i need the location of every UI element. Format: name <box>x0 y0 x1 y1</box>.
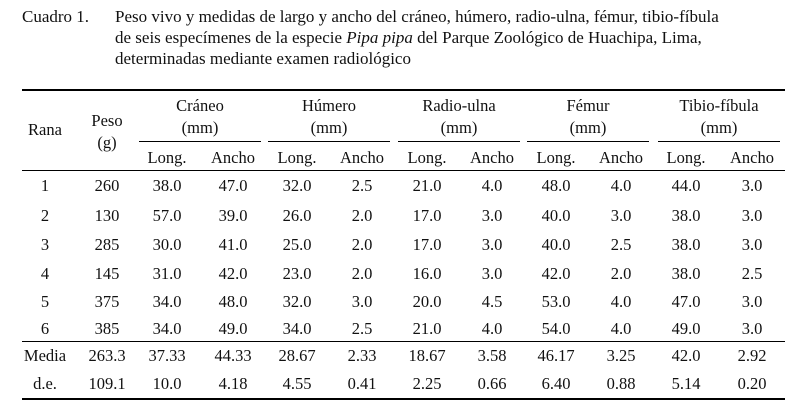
header-group-unit: (mm) <box>310 118 348 137</box>
table-caption-number: Cuadro 1. <box>22 7 90 26</box>
header-sub-ancho: Ancho <box>211 148 255 167</box>
table-cell: 2.0 <box>351 206 373 225</box>
rana-id: 1 <box>40 176 50 195</box>
table-cell: 38.0 <box>671 206 701 225</box>
table-cell: 2.5 <box>741 264 763 283</box>
summary-cell: 18.67 <box>408 346 446 365</box>
header-peso-unit: (g) <box>97 133 117 152</box>
summary-cell: 10.0 <box>152 374 182 393</box>
header-sub-long: Long. <box>666 148 706 167</box>
header-peso: Peso <box>91 111 123 130</box>
header-sub-ancho: Ancho <box>470 148 514 167</box>
table-cell: 4.0 <box>481 319 503 338</box>
group-underline <box>658 141 780 142</box>
table-cell: 3.0 <box>741 235 763 254</box>
caption-line-2-start: de seis especímenes de la especie <box>115 28 347 47</box>
summary-cell: 2.92 <box>737 346 767 365</box>
table-cell: 26.0 <box>282 206 312 225</box>
summary-cell: 3.25 <box>606 346 636 365</box>
summary-cell: 44.33 <box>214 346 252 365</box>
header-sub-ancho: Ancho <box>730 148 774 167</box>
table-cell: 34.0 <box>152 319 182 338</box>
de-label: d.e. <box>33 374 57 393</box>
summary-cell: 4.18 <box>218 374 248 393</box>
header-sub-long: Long. <box>407 148 447 167</box>
table-cell: 4.0 <box>610 176 632 195</box>
table-cell: 260 <box>94 176 120 195</box>
summary-cell: 0.41 <box>347 374 377 393</box>
table-cell: 41.0 <box>218 235 248 254</box>
table-cell: 48.0 <box>541 176 571 195</box>
table-cell: 20.0 <box>412 292 442 311</box>
rana-id: 5 <box>40 292 50 311</box>
summary-cell: 2.25 <box>412 374 442 393</box>
table-cell: 32.0 <box>282 292 312 311</box>
table-cell: 2.0 <box>610 264 632 283</box>
summary-cell: 28.67 <box>278 346 316 365</box>
header-group-unit: (mm) <box>569 118 607 137</box>
header-group-name: Fémur <box>566 96 610 115</box>
table-cell: 23.0 <box>282 264 312 283</box>
table-cell: 38.0 <box>671 264 701 283</box>
table-cell: 38.0 <box>152 176 182 195</box>
table-cell: 25.0 <box>282 235 312 254</box>
table-cell: 54.0 <box>541 319 571 338</box>
group-underline <box>268 141 390 142</box>
header-sub-ancho: Ancho <box>599 148 643 167</box>
table-cell: 3.0 <box>741 319 763 338</box>
summary-cell: 6.40 <box>541 374 571 393</box>
table-cell: 17.0 <box>412 235 442 254</box>
caption-line-2-end: del Parque Zoológico de Huachipa, Lima, <box>412 28 702 47</box>
summary-cell: 109.1 <box>88 374 126 393</box>
table-cell: 47.0 <box>671 292 701 311</box>
header-sub-ancho: Ancho <box>340 148 384 167</box>
table-cell: 2.5 <box>610 235 632 254</box>
table-cell: 21.0 <box>412 319 442 338</box>
table-cell: 145 <box>94 264 120 283</box>
table-bottom-rule <box>22 398 785 400</box>
table-cell: 34.0 <box>152 292 182 311</box>
header-sub-long: Long. <box>277 148 317 167</box>
table-cell: 375 <box>94 292 120 311</box>
rana-id: 4 <box>40 264 50 283</box>
header-bottom-rule <box>22 170 785 171</box>
summary-cell: 0.88 <box>606 374 636 393</box>
table-cell: 3.0 <box>741 176 763 195</box>
summary-cell: 42.0 <box>671 346 701 365</box>
header-group-unit: (mm) <box>700 118 738 137</box>
table-cell: 16.0 <box>412 264 442 283</box>
rana-id: 3 <box>40 235 50 254</box>
table-cell: 40.0 <box>541 206 571 225</box>
group-underline <box>398 141 520 142</box>
rana-id: 6 <box>40 319 50 338</box>
table-cell: 3.0 <box>351 292 373 311</box>
summary-cell: 46.17 <box>537 346 575 365</box>
media-label: Media <box>23 346 67 365</box>
table-top-rule <box>22 89 785 91</box>
header-sub-long: Long. <box>147 148 187 167</box>
species-name: Pipa pipa <box>346 28 413 47</box>
table-cell: 49.0 <box>218 319 248 338</box>
summary-cell: 2.33 <box>347 346 377 365</box>
table-cell: 285 <box>94 235 120 254</box>
header-rana: Rana <box>28 120 62 139</box>
header-group-name: Radio-ulna <box>422 96 496 115</box>
table-cell: 42.0 <box>218 264 248 283</box>
table-cell: 17.0 <box>412 206 442 225</box>
table-cell: 3.0 <box>481 264 503 283</box>
table-cell: 130 <box>94 206 120 225</box>
table-cell: 2.0 <box>351 235 373 254</box>
table-cell: 4.5 <box>481 292 503 311</box>
summary-cell: 263.3 <box>88 346 126 365</box>
summary-rule <box>22 341 785 342</box>
group-underline <box>139 141 261 142</box>
table-cell: 53.0 <box>541 292 571 311</box>
table-cell: 47.0 <box>218 176 248 195</box>
summary-cell: 0.66 <box>477 374 507 393</box>
table-cell: 39.0 <box>218 206 248 225</box>
table-cell: 32.0 <box>282 176 312 195</box>
table-cell: 34.0 <box>282 319 312 338</box>
table-cell: 38.0 <box>671 235 701 254</box>
table-cell: 57.0 <box>152 206 182 225</box>
header-group-unit: (mm) <box>181 118 219 137</box>
table-cell: 4.0 <box>610 292 632 311</box>
header-group-name: Cráneo <box>176 96 224 115</box>
table-cell: 42.0 <box>541 264 571 283</box>
caption-line-3: determinadas mediante examen radiológico <box>115 49 411 68</box>
summary-cell: 4.55 <box>282 374 312 393</box>
summary-cell: 5.14 <box>671 374 701 393</box>
summary-cell: 3.58 <box>477 346 507 365</box>
table-cell: 2.5 <box>351 176 373 195</box>
summary-cell: 37.33 <box>148 346 186 365</box>
table-cell: 3.0 <box>481 235 503 254</box>
caption-line-1: Peso vivo y medidas de largo y ancho del cráneo, húmero, radio-ulna, fémur, tibio-fíbula <box>115 7 719 26</box>
table-cell: 2.5 <box>351 319 373 338</box>
header-group-name: Húmero <box>301 96 357 115</box>
header-group-name: Tibio-fíbula <box>679 96 759 115</box>
summary-cell: 0.20 <box>737 374 767 393</box>
table-cell: 4.0 <box>610 319 632 338</box>
header-sub-long: Long. <box>536 148 576 167</box>
table-cell: 3.0 <box>610 206 632 225</box>
table-cell: 40.0 <box>541 235 571 254</box>
table-cell: 21.0 <box>412 176 442 195</box>
header-group-unit: (mm) <box>440 118 478 137</box>
table-cell: 31.0 <box>152 264 182 283</box>
table-cell: 3.0 <box>741 206 763 225</box>
table-cell: 3.0 <box>481 206 503 225</box>
table-cell: 3.0 <box>741 292 763 311</box>
group-underline <box>527 141 649 142</box>
table-cell: 4.0 <box>481 176 503 195</box>
table-cell: 48.0 <box>218 292 248 311</box>
table-cell: 30.0 <box>152 235 182 254</box>
table-cell: 44.0 <box>671 176 701 195</box>
table-cell: 49.0 <box>671 319 701 338</box>
table-cell: 2.0 <box>351 264 373 283</box>
table-cell: 385 <box>94 319 120 338</box>
rana-id: 2 <box>40 206 50 225</box>
